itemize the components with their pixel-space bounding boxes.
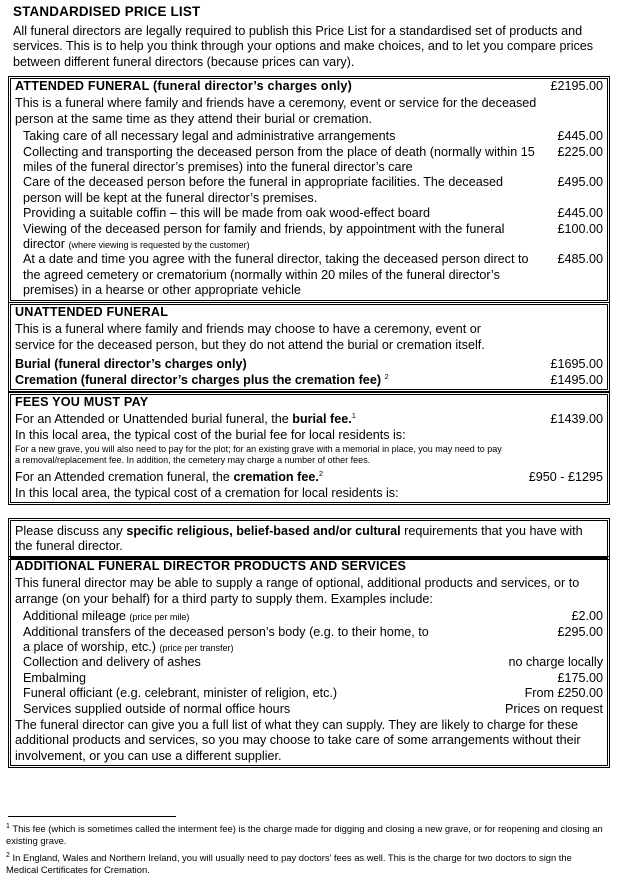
additional-item: Services supplied outside of normal office hours Prices on request: [23, 701, 603, 716]
attended-funeral-section: [8, 76, 610, 303]
attended-total-price: £2195.00: [550, 79, 603, 93]
attended-heading-row: [15, 79, 603, 94]
viewing-note: (where viewing is requested by the customer): [68, 240, 250, 251]
fees-section: [8, 392, 610, 505]
footnote-1: $^1$ This fee (which is sometimes called the interment fee) is the charge made for digging and closing a new grave, or for reopening and closing an existing grave.: [6, 822, 603, 846]
discuss-section: Please discuss any specific religious, belief-based and/or cultural requirements that you have with the funeral director.: [8, 518, 610, 560]
unattended-heading: UNATTENDED FUNERAL: [15, 305, 169, 319]
additional-section: [8, 556, 610, 768]
unattended-description: This is a funeral where family and friends may choose to have a ceremony, event or service for the deceased person, but they do not attend the burial or cremation itself.: [15, 322, 485, 352]
footnote-divider: [8, 816, 176, 817]
cremation-local-cost: In this local area, the typical cost of a cremation for local residents is:: [15, 485, 399, 500]
additional-item: Embalming £175.00: [23, 670, 603, 685]
attended-item: Providing a suitable coffin – this will be made from oak wood-effect board £445.00: [23, 206, 603, 221]
burial-fee-note: For a new grave, you will also need to pay for the plot; for an existing grave with a memorial in place, you may need to pay a removal/replacement fee. In addition, the cemetery may charge a number of other fees.: [15, 444, 502, 466]
attended-item: Collecting and transporting the deceased person from the place of death (normally within 15 miles of the funeral director’s premises) into the funeral director’s care £225.00: [23, 144, 603, 175]
attended-item: Viewing of the deceased person for family and friends, by appointment with the funeral director (where viewing is requested by the customer) £100.00: [23, 221, 603, 252]
discuss-requirements: specific religious, belief-based and/or cultural: [126, 524, 401, 538]
unattended-burial-row: Burial (funeral director’s charges only) £1695.00: [15, 357, 603, 372]
attended-item: Care of the deceased person before the funeral in appropriate facilities. The deceased person will be kept at the funeral director’s premises. £495.00: [23, 175, 603, 205]
intro-text: All funeral directors are legally required to publish this Price List for a standardised set of products and services. This is to help you think through your options and make choices, and to let you compare prices between different funeral directors (because prices can vary).: [13, 24, 594, 69]
footnote-2: $^2$ In England, Wales and Northern Ireland, you will usually need to pay doctors’ fees as well. This is the charge for two doctors to sign the Medical Certificates for Cremation.: [6, 851, 572, 875]
unattended-cremation-row: Cremation (funeral director’s charges plus the cremation fee) $^2$ £1495.00: [15, 371, 603, 387]
cremation-fee-row: For an Attended cremation funeral, the cremation fee.$^2$ £950 - £1295: [15, 469, 603, 485]
additional-item: Funeral officiant (e.g. celebrant, minister of religion, etc.) From £250.00: [23, 686, 603, 701]
additional-item: Additional mileage (price per mile) £2.00: [23, 609, 603, 624]
attended-item: At a date and time you agree with the funeral director, taking the deceased person direct to the agreed cemetery or crematorium (normally within 20 miles of the funeral director’s premises) in a hearse or other appropriate vehicle £485.00: [23, 252, 603, 298]
additional-heading: ADDITIONAL FUNERAL DIRECTOR PRODUCTS AND SERVICES: [15, 559, 407, 573]
additional-item: Collection and delivery of ashes no charge locally: [23, 655, 603, 670]
attended-item: Taking care of all necessary legal and administrative arrangements £445.00: [23, 129, 603, 144]
attended-description: This is a funeral where family and friends have a ceremony, event or service for the deceased person at the same time as they attend their burial or cremation.: [15, 96, 537, 126]
attended-heading: ATTENDED FUNERAL (funeral director’s charges only): [15, 79, 353, 93]
additional-closing: The funeral director can give you a full list of what they can supply. They are likely to charge for these additional products and services, so you may choose to take care of some arrangements without their involvement, or you can use a different supplier.: [15, 718, 581, 763]
fees-heading: FEES YOU MUST PAY: [15, 395, 149, 409]
additional-item: Additional transfers of the deceased person’s body (e.g. to their home, to a place of worship, etc.) (price per transfer) £295.00: [23, 624, 603, 655]
unattended-funeral-section: [8, 302, 610, 392]
additional-description: This funeral director may be able to supply a range of optional, additional products and services, or to arrange (on your behalf) for a third party to supply them. Examples include:: [15, 576, 580, 606]
page-title: STANDARDISED PRICE LIST: [13, 4, 201, 19]
burial-fee-row: For an Attended or Unattended burial funeral, the burial fee.$^1$ £1439.00: [15, 411, 603, 427]
burial-local-cost: In this local area, the typical cost of the burial fee for local residents is:: [15, 427, 406, 442]
